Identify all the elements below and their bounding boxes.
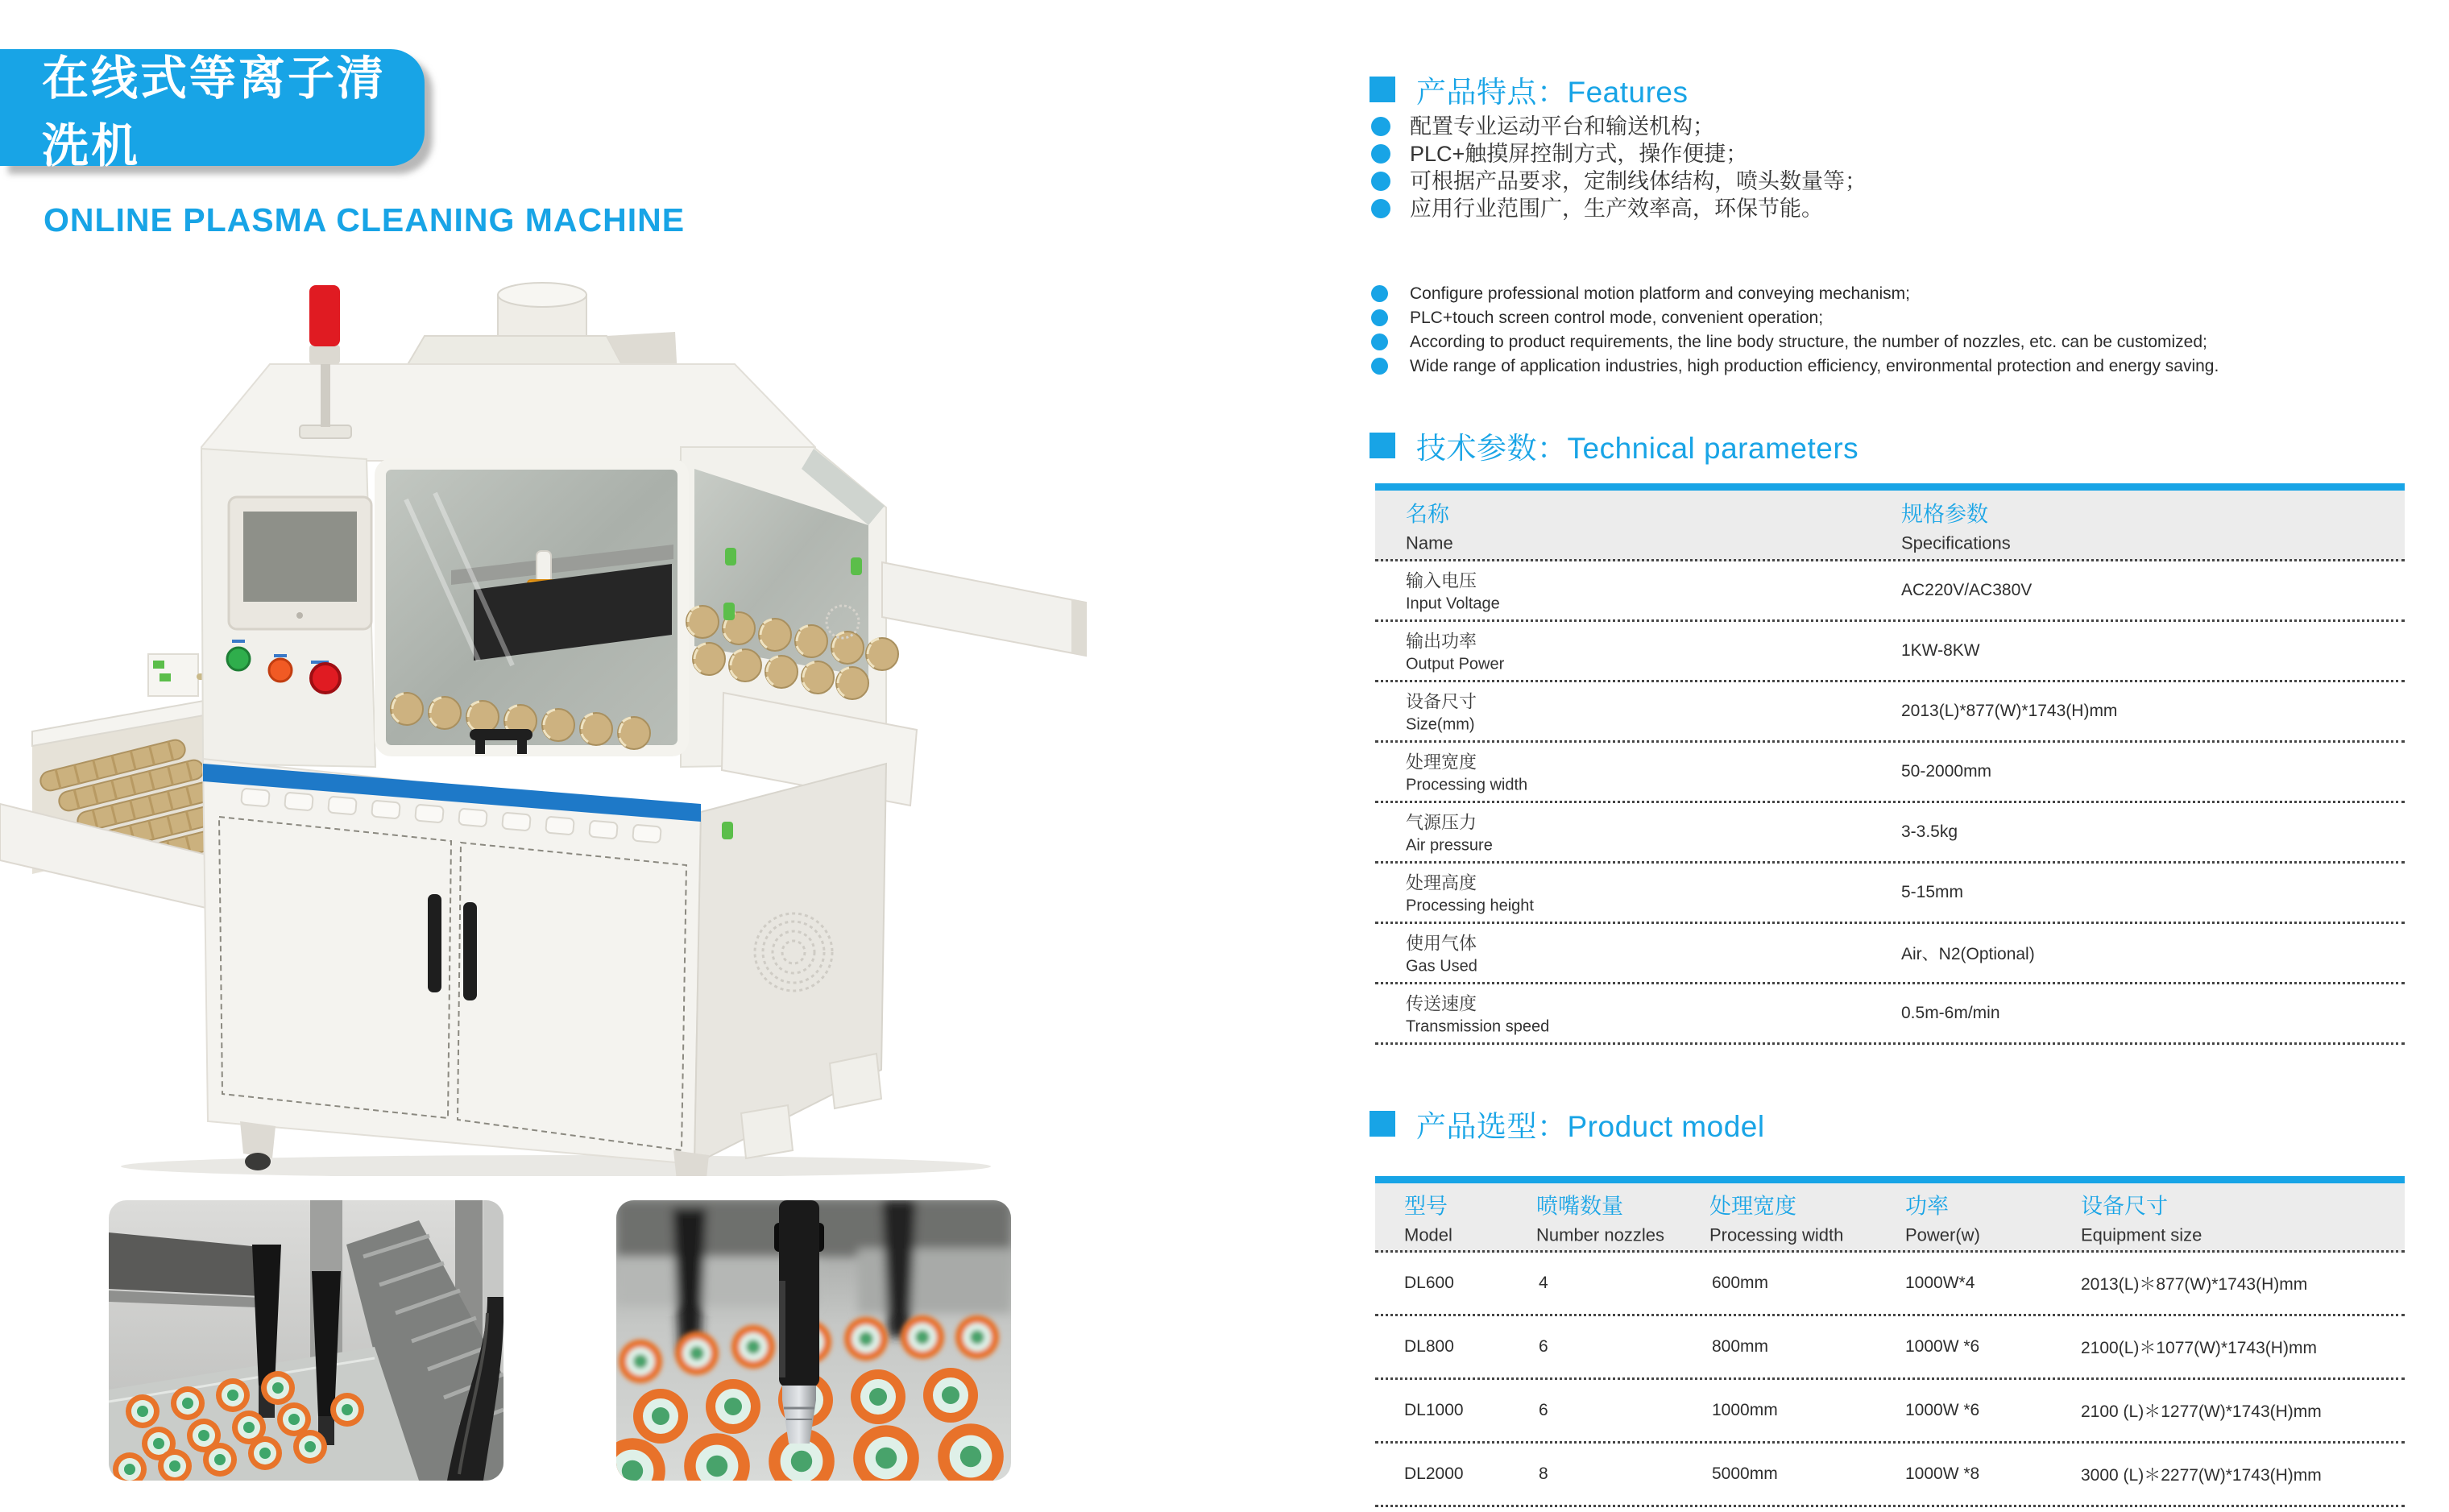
feature-item-cn: 应用行业范围广，生产效率高，环保节能。 xyxy=(1371,195,1867,222)
power-cell: 1000W *8 xyxy=(1905,1464,1980,1483)
stop-button[interactable] xyxy=(269,659,292,681)
emergency-stop-button[interactable] xyxy=(311,664,340,693)
product-heading xyxy=(1370,1102,1765,1145)
bullet-icon xyxy=(1371,333,1388,350)
title-banner xyxy=(0,49,425,172)
bullet-icon xyxy=(1371,358,1388,375)
table-row: 处理高度 Processing height 5-15mm xyxy=(1375,864,2405,924)
section-marker-icon xyxy=(1370,77,1395,102)
table-row: 输入电压 Input Voltage AC220V/AC380V xyxy=(1375,561,2405,622)
feature-item-en: PLC+touch screen control mode, convenient operation; xyxy=(1371,306,2219,330)
table-row xyxy=(1375,1380,2405,1444)
bullet-icon xyxy=(1371,172,1390,191)
width-cell: 600mm xyxy=(1712,1274,1769,1292)
bullet-icon xyxy=(1371,199,1390,218)
feature-item-en: According to product requirements, the line body structure, the number of nozzles, etc. can be customized; xyxy=(1371,330,2219,354)
page-title-cn: 在线式等离子清洗机 xyxy=(42,52,387,172)
product-column-header: 设备尺寸 Equipment size xyxy=(2081,1194,2202,1245)
spec-value: 0.5m-6m/min xyxy=(1901,1004,2000,1022)
product-table xyxy=(1375,1176,2405,1507)
nozzles-cell: 8 xyxy=(1539,1464,1548,1483)
tech-table-body xyxy=(1375,561,2405,1045)
product-column-header: 功率 Power(w) xyxy=(1905,1194,1980,1245)
feature-item-cn: 可根据产品要求，定制线体结构，喷头数量等； xyxy=(1371,168,1867,195)
width-cell: 800mm xyxy=(1712,1337,1769,1356)
spec-value: Air、N2(Optional) xyxy=(1901,945,2035,963)
features-list-en xyxy=(1371,282,2219,379)
bullet-icon xyxy=(1371,285,1388,302)
power-cell: 1000W *6 xyxy=(1905,1401,1980,1419)
feature-item-en: Wide range of application industries, high production efficiency, environmental protection and energy saving. xyxy=(1371,354,2219,379)
features-list-cn xyxy=(1371,113,1867,222)
table-row xyxy=(1375,1253,2405,1316)
width-cell: 1000mm xyxy=(1712,1401,1778,1419)
spec-value: 3-3.5kg xyxy=(1901,822,1958,841)
photo-nozzle-line xyxy=(109,1200,503,1481)
product-table-body xyxy=(1375,1253,2405,1507)
process-chamber-window xyxy=(380,464,683,751)
table-accent-bar xyxy=(1375,1176,2405,1183)
table-row: 处理宽度 Processing width 50-2000mm xyxy=(1375,743,2405,803)
table-row xyxy=(1375,1316,2405,1380)
power-cell: 1000W*4 xyxy=(1905,1274,1975,1292)
section-marker-icon xyxy=(1370,433,1395,458)
machine-product-photo xyxy=(0,258,1257,1176)
features-heading-text: 产品特点：Features xyxy=(1416,76,1689,109)
feature-item-en: Configure professional motion platform and conveying mechanism; xyxy=(1371,282,2219,306)
start-button[interactable] xyxy=(227,648,250,670)
tech-col-name: 名称 Name xyxy=(1406,502,1453,553)
product-column-header: 喷嘴数量 Number nozzles xyxy=(1536,1194,1664,1245)
model-cell: DL600 xyxy=(1404,1274,1454,1292)
bullet-icon xyxy=(1371,309,1388,326)
features-heading xyxy=(1370,68,1689,111)
model-cell: DL2000 xyxy=(1404,1464,1464,1483)
table-accent-bar xyxy=(1375,483,2405,491)
touchscreen[interactable] xyxy=(243,512,357,602)
product-column-header: 处理宽度 Processing width xyxy=(1709,1194,1844,1245)
spec-value: 1KW-8KW xyxy=(1901,641,1980,660)
table-row: 使用气体 Gas Used Air、N2(Optional) xyxy=(1375,924,2405,984)
product-column-header: 型号 Model xyxy=(1404,1194,1452,1245)
spec-value: 50-2000mm xyxy=(1901,762,1992,781)
bullet-icon xyxy=(1371,117,1390,136)
model-cell: DL800 xyxy=(1404,1337,1454,1356)
tech-table-header xyxy=(1375,491,2405,561)
tech-col-spec: 规格参数 Specifications xyxy=(1901,502,2011,553)
table-row: 气源压力 Air pressure 3-3.5kg xyxy=(1375,803,2405,864)
door-handle-right[interactable] xyxy=(463,902,477,1000)
photo-nozzle-closeup xyxy=(616,1200,1011,1481)
section-marker-icon xyxy=(1370,1111,1395,1137)
size-cell: 2100(L)＊1077(W)*1743(H)mm xyxy=(2081,1339,2317,1357)
spec-value: 5-15mm xyxy=(1901,883,1964,901)
product-table-header xyxy=(1375,1183,2405,1253)
size-cell: 3000 (L)＊2277(W)*1743(H)mm xyxy=(2081,1466,2322,1485)
nozzles-cell: 6 xyxy=(1539,1337,1548,1356)
power-cell: 1000W *6 xyxy=(1905,1337,1980,1356)
width-cell: 5000mm xyxy=(1712,1464,1778,1483)
table-row xyxy=(1375,1444,2405,1507)
spec-value: 2013(L)*877(W)*1743(H)mm xyxy=(1901,702,2118,720)
table-row: 传送速度 Transmission speed 0.5m-6m/min xyxy=(1375,984,2405,1045)
feature-item-cn: 配置专业运动平台和输送机构； xyxy=(1371,113,1867,140)
model-cell: DL1000 xyxy=(1404,1401,1464,1419)
product-heading-text: 产品选型：Product model xyxy=(1416,1110,1765,1143)
page-title-en: ONLINE PLASMA CLEANING MACHINE xyxy=(44,201,686,238)
table-row: 设备尺寸 Size(mm) 2013(L)*877(W)*1743(H)mm xyxy=(1375,682,2405,743)
bullet-icon xyxy=(1371,144,1390,164)
table-row: 输出功率 Output Power 1KW-8KW xyxy=(1375,622,2405,682)
content-column xyxy=(1370,0,2417,1512)
spec-value: AC220V/AC380V xyxy=(1901,581,2033,599)
tech-heading-text: 技术参数：Technical parameters xyxy=(1416,432,1859,465)
nozzles-cell: 6 xyxy=(1539,1401,1548,1419)
door-handle-left[interactable] xyxy=(428,894,441,992)
tech-heading xyxy=(1370,424,1859,467)
feature-item-cn: PLC+触摸屏控制方式，操作便捷； xyxy=(1371,140,1867,168)
nozzles-cell: 4 xyxy=(1539,1274,1548,1292)
tech-table xyxy=(1375,483,2405,1045)
size-cell: 2100 (L)＊1277(W)*1743(H)mm xyxy=(2081,1402,2322,1421)
size-cell: 2013(L)＊877(W)*1743(H)mm xyxy=(2081,1275,2308,1294)
